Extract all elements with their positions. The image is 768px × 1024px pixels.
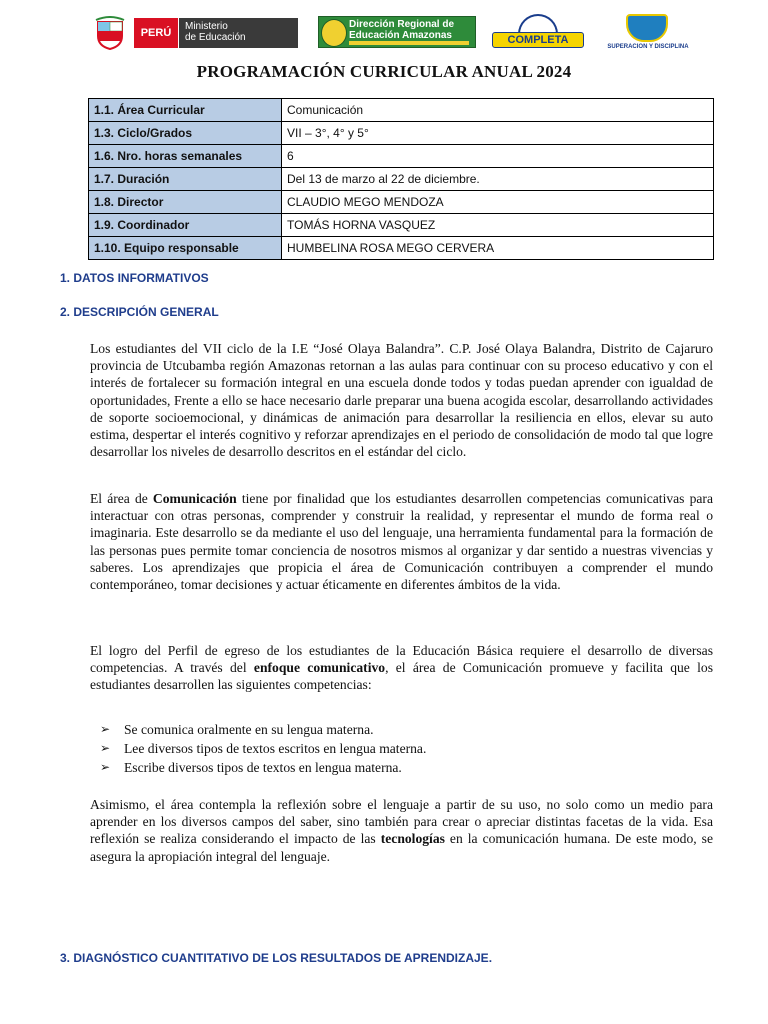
arrow-bullet-icon: ➢	[100, 760, 111, 774]
ministry-logo	[178, 18, 298, 48]
table-value: Del 13 de marzo al 22 de diciembre.	[282, 168, 714, 191]
table-label: 1.1. Área Curricular	[89, 99, 282, 122]
peru-coat-of-arms-icon	[92, 16, 128, 50]
table-label: 1.6. Nro. horas semanales	[89, 145, 282, 168]
table-row	[89, 122, 714, 145]
table-value: HUMBELINA ROSA MEGO CERVERA	[282, 237, 714, 260]
paragraph-area	[90, 490, 713, 593]
table-row	[89, 168, 714, 191]
competencies-list	[100, 720, 700, 777]
bold-term: Comunicación	[152, 491, 237, 506]
text-run: El logro del Perfil de egreso de los estudiantes de la Educación Básica requiere el desarrollo de diversas competencias. A través del	[90, 643, 713, 676]
info-table	[88, 98, 714, 260]
table-label: 1.9. Coordinador	[89, 214, 282, 237]
paragraph-reflexion	[90, 796, 713, 865]
bold-term: tecnologías	[380, 831, 445, 847]
competency-text: Se comunica oralmente en su lengua materna.	[124, 722, 374, 737]
competency-text: Lee diversos tipos de textos escritos en lengua materna.	[124, 741, 427, 756]
dre-line1: Dirección Regional de	[349, 19, 455, 30]
paragraph-intro: Los estudiantes del VII ciclo de la I.E “José Olaya Balandra”. C.P. José Olaya Balandra, Distrito de Cajaruro provincia de Utcubamba región Amazonas retornan a las aulas para continuar con su proceso educativo y con el interés de fortalecer su formación integral en una escuela donde todos y todas puedan aprender con igualdad de oportunidades, Frente a ello se hace necesario darle preparar una buena acogida escolar, desarrollando actividades de soporte socioemocional, y dinámicas de animación para desarrollar la resiliencia en ellos, elevar su auto estima, despertar el interés cognitivo y reforzar aprendizajes en el periodo de consolidación de modo tal que logre desarrollar los niveles de desarrollo descritos en el estándar del ciclo.	[90, 341, 713, 460]
table-value: TOMÁS HORNA VASQUEZ	[282, 214, 714, 237]
school-shield-icon	[626, 14, 668, 42]
peru-label: PERÚ	[140, 27, 172, 39]
text-run: El área de	[90, 491, 153, 506]
school-logo	[607, 14, 689, 54]
ministry-line2: de Educación	[185, 32, 246, 43]
dre-stripe	[349, 41, 469, 45]
table-label: 1.8. Director	[89, 191, 282, 214]
dre-line2: Educación Amazonas	[349, 30, 452, 41]
list-item	[100, 739, 700, 758]
dre-seal-icon	[321, 19, 347, 47]
table-row	[89, 145, 714, 168]
list-item	[100, 758, 700, 777]
list-item	[100, 720, 700, 739]
text-run: en la comunicación humana. De este modo, se asegura la apropiación integral del lenguaje.	[90, 831, 713, 864]
paragraph-perfil	[90, 642, 713, 694]
table-value: 6	[282, 145, 714, 168]
table-label: 1.3. Ciclo/Grados	[89, 122, 282, 145]
header-logos	[0, 14, 768, 56]
text-run: tiene por finalidad que los estudiantes desarrollen competencias comunicativas para interactuar con otras personas, comprender y construir la realidad, y representar el mundo de forma real o imaginaria. Este desarrollo se da mediante el uso del lenguaje, una herramienta fundamental para la formación de las personas pues permite tomar conciencia de nosotros mismos al organizar y dar sentido a nuestras vivencias y saberes. Los aprendizajes que propicia el área de Comunicación contribuyen a comprender el mundo contemporáneo, tomar decisiones y actuar éticamente en diferentes ámbitos de la vida.	[90, 491, 713, 593]
jec-label: COMPLETA	[492, 32, 584, 48]
section-heading-datos: 1. DATOS INFORMATIVOS	[60, 271, 209, 285]
table-label: 1.7. Duración	[89, 168, 282, 191]
table-value: Comunicación	[282, 99, 714, 122]
dre-amazonas-logo	[318, 16, 476, 48]
arrow-bullet-icon: ➢	[100, 722, 111, 736]
table-row	[89, 191, 714, 214]
peru-logo	[134, 18, 178, 48]
bold-term: enfoque comunicativo	[253, 660, 386, 676]
table-row	[89, 214, 714, 237]
table-row	[89, 99, 714, 122]
school-motto: SUPERACION Y DISCIPLINA	[607, 44, 689, 50]
ministry-line1: Ministerio	[185, 21, 228, 32]
competency-text: Escribe diversos tipos de textos en lengua materna.	[124, 760, 402, 775]
section-heading-descripcion: 2. DESCRIPCIÓN GENERAL	[60, 305, 219, 319]
section-heading-diagnostico: 3. DIAGNÓSTICO CUANTITATIVO DE LOS RESULTADOS DE APRENDIZAJE.	[60, 951, 493, 965]
table-value: CLAUDIO MEGO MENDOZA	[282, 191, 714, 214]
table-label: 1.10. Equipo responsable	[89, 237, 282, 260]
jec-logo	[488, 14, 588, 54]
arrow-bullet-icon: ➢	[100, 741, 111, 755]
table-value: VII – 3°, 4° y 5°	[282, 122, 714, 145]
page-title: PROGRAMACIÓN CURRICULAR ANUAL 2024	[196, 62, 572, 81]
table-row	[89, 237, 714, 260]
text-run: , el área de Comunicación promueve y facilita que los estudiantes desarrollen las siguientes competencias:	[90, 660, 713, 693]
text-run: Asimismo, el área contempla la reflexión sobre el lenguaje a partir de su uso, no solo como un medio para aprender en los diversos campos del saber, sino también para crear o apreciar distintas facetas de la vida. Esa reflexión se realiza considerando el impacto de las	[90, 797, 713, 847]
